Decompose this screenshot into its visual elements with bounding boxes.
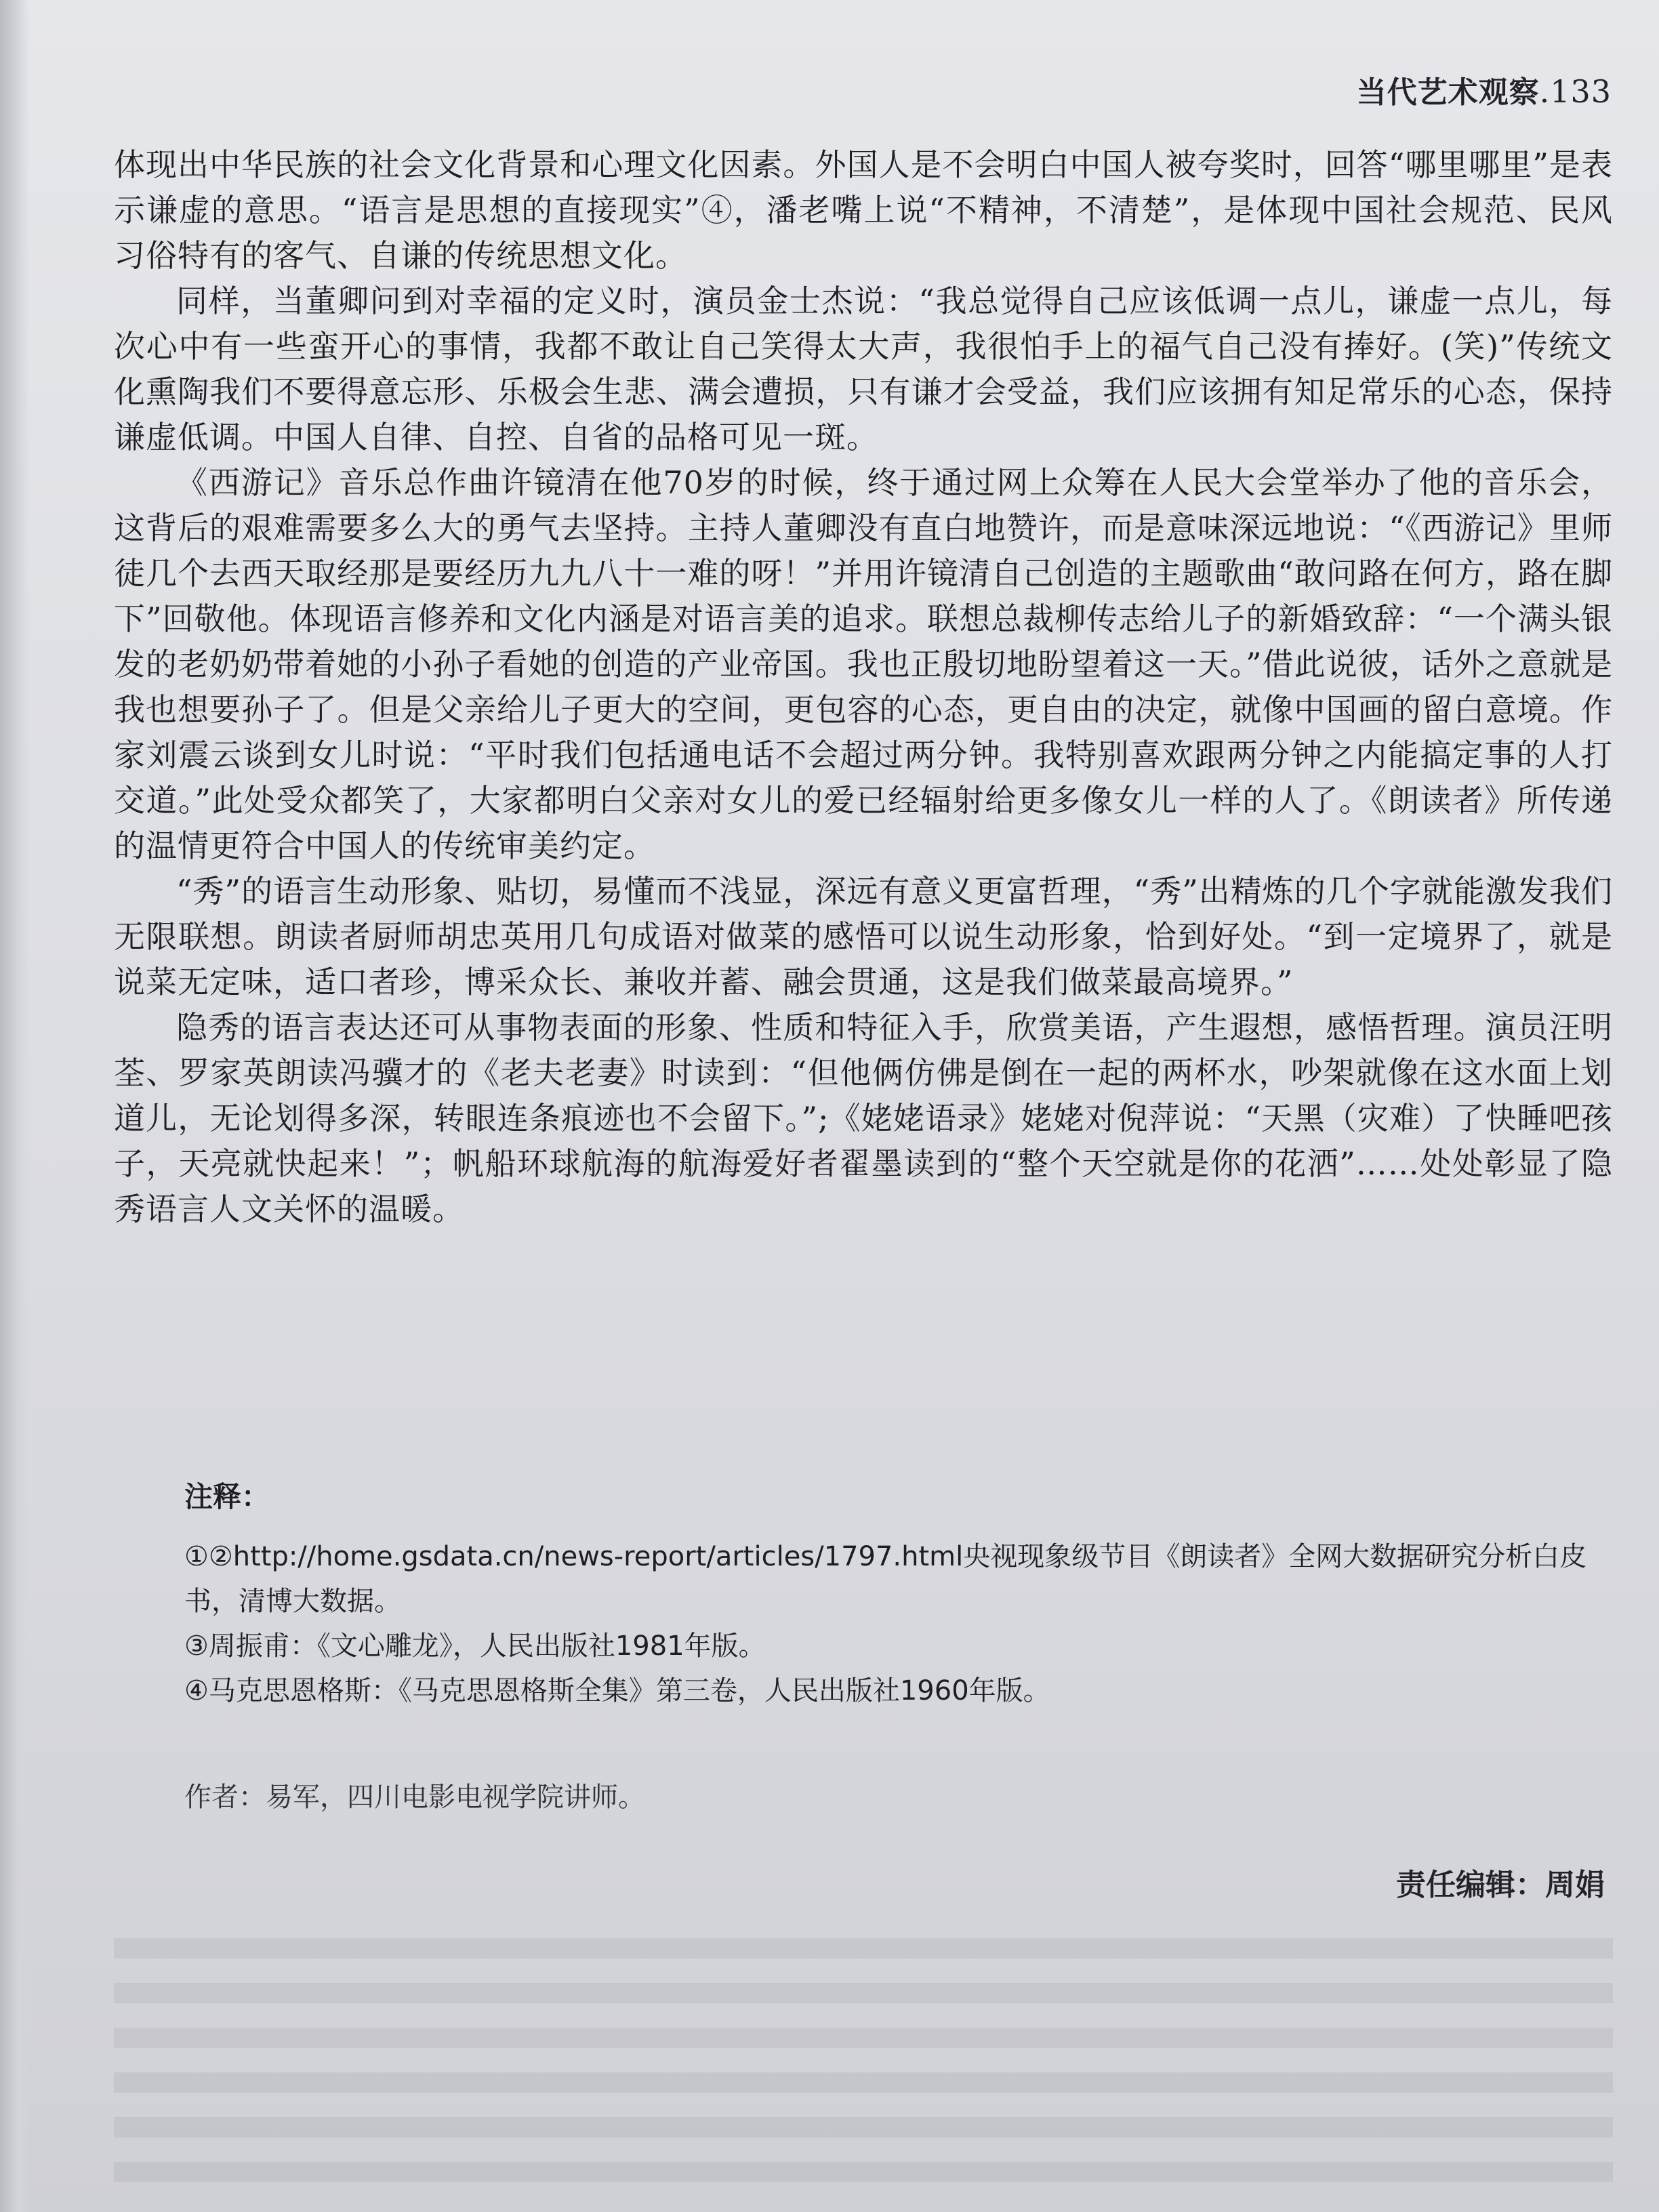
author-line: 作者：易军，四川电影电视学院讲师。 (184, 1782, 645, 1813)
paragraph-3: 《西游记》音乐总作曲许镜清在他70岁的时候，终于通过网上众筹在人民大会堂举办了他的音乐会，这背后的艰难需要多么大的勇气去坚持。主持人董卿没有直白地赞许，而是意味深远地说：“《西游记》里师徒几个去西天取经那是要经历九九八十一难的呀！”并用许镜清自己创造的主题歌曲“敢问路在何方，路在脚下”回敬他。体现语言修养和文化内涵是对语言美的追求。联想总裁柳传志给儿子的新婚致辞：“一个满头银发的老奶奶带着她的小孙子看她的创造的产业帝国。我也正殷切地盼望着这一天。”借此说彼，话外之意就是我也想要孙子了。但是父亲给儿子更大的空间，更包容的心态，更自由的决定，就像中国画的留白意境。作家刘震云谈到女儿时说：“平时我们包括通电话不会超过两分钟。我特别喜欢跟两分钟之内能搞定事的人打交道。”此处受众都笑了，大家都明白父亲对女儿的爱已经辐射给更多像女儿一样的人了。《朗读者》所传递的温情更符合中国人的传统审美约定。 (114, 464, 1613, 864)
page-gutter-shadow (0, 0, 30, 2212)
note-item-3: ④马克思恩格斯：《马克思恩格斯全集》第三卷，人民出版社1960年版。 (184, 1675, 1050, 1706)
editor-line: 责任编辑：周娟 (1396, 1868, 1605, 1902)
section-title: 当代艺术观察 (1356, 75, 1540, 110)
notes-title: 注释： (184, 1480, 270, 1513)
bleed-through-texture (114, 1938, 1613, 2196)
article-body (114, 142, 1613, 1232)
paragraph-2: 同样，当董卿问到对幸福的定义时，演员金士杰说：“我总觉得自己应该低调一点儿，谦虚一点儿，每次心中有一些蛮开心的事情，我都不敢让自己笑得太大声，我很怕手上的福气自己没有捧好。(笑)”传统文化熏陶我们不要得意忘形、乐极会生悲、满会遭损，只有谦才会受益，我们应该拥有知足常乐的心态，保持谦虚低调。中国人自律、自控、自省的品格可见一斑。 (114, 283, 1613, 455)
footnotes (184, 1475, 1613, 1713)
paragraph-1: 体现出中华民族的社会文化背景和心理文化因素。外国人是不会明白中国人被夸奖时，回答“哪里哪里”是表示谦虚的意思。“语言是思想的直接现实”④，潘老嘴上说“不精神，不清楚”，是体现中国社会规范、民风习俗特有的客气、自谦的传统思想文化。 (114, 146, 1613, 274)
note-item-1: ①②http://home.gsdata.cn/news-report/articles/1797.html央视现象级节目《朗读者》全网大数据研究分析白皮书，清博大数据。 (184, 1541, 1587, 1617)
paragraph-5: 隐秀的语言表达还可从事物表面的形象、性质和特征入手，欣赏美语，产生遐想，感悟哲理。演员汪明荃、罗家英朗读冯骥才的《老夫老妻》时读到：“但他俩仿佛是倒在一起的两杯水，吵架就像在这水面上划道儿，无论划得多深，转眼连条痕迹也不会留下。”;《姥姥语录》姥姥对倪萍说：“天黑（灾难）了快睡吧孩子，天亮就快起来！”；帆船环球航海的航海爱好者翟墨读到的“整个天空就是你的花洒”……处处彰显了隐秀语言人文关怀的温暖。 (114, 1009, 1613, 1227)
paragraph-4: “秀”的语言生动形象、贴切，易懂而不浅显，深远有意义更富哲理，“秀”出精炼的几个字就能激发我们无限联想。朗读者厨师胡忠英用几句成语对做菜的感悟可以说生动形象，恰到好处。“到一定境界了，就是说菜无定味，适口者珍，博采众长、兼收并蓄、融会贯通，这是我们做菜最高境界。” (114, 873, 1613, 1000)
note-item-2: ③周振甫：《文心雕龙》，人民出版社1981年版。 (184, 1631, 766, 1662)
page-number: .133 (1539, 73, 1612, 110)
running-header (1357, 68, 1612, 111)
